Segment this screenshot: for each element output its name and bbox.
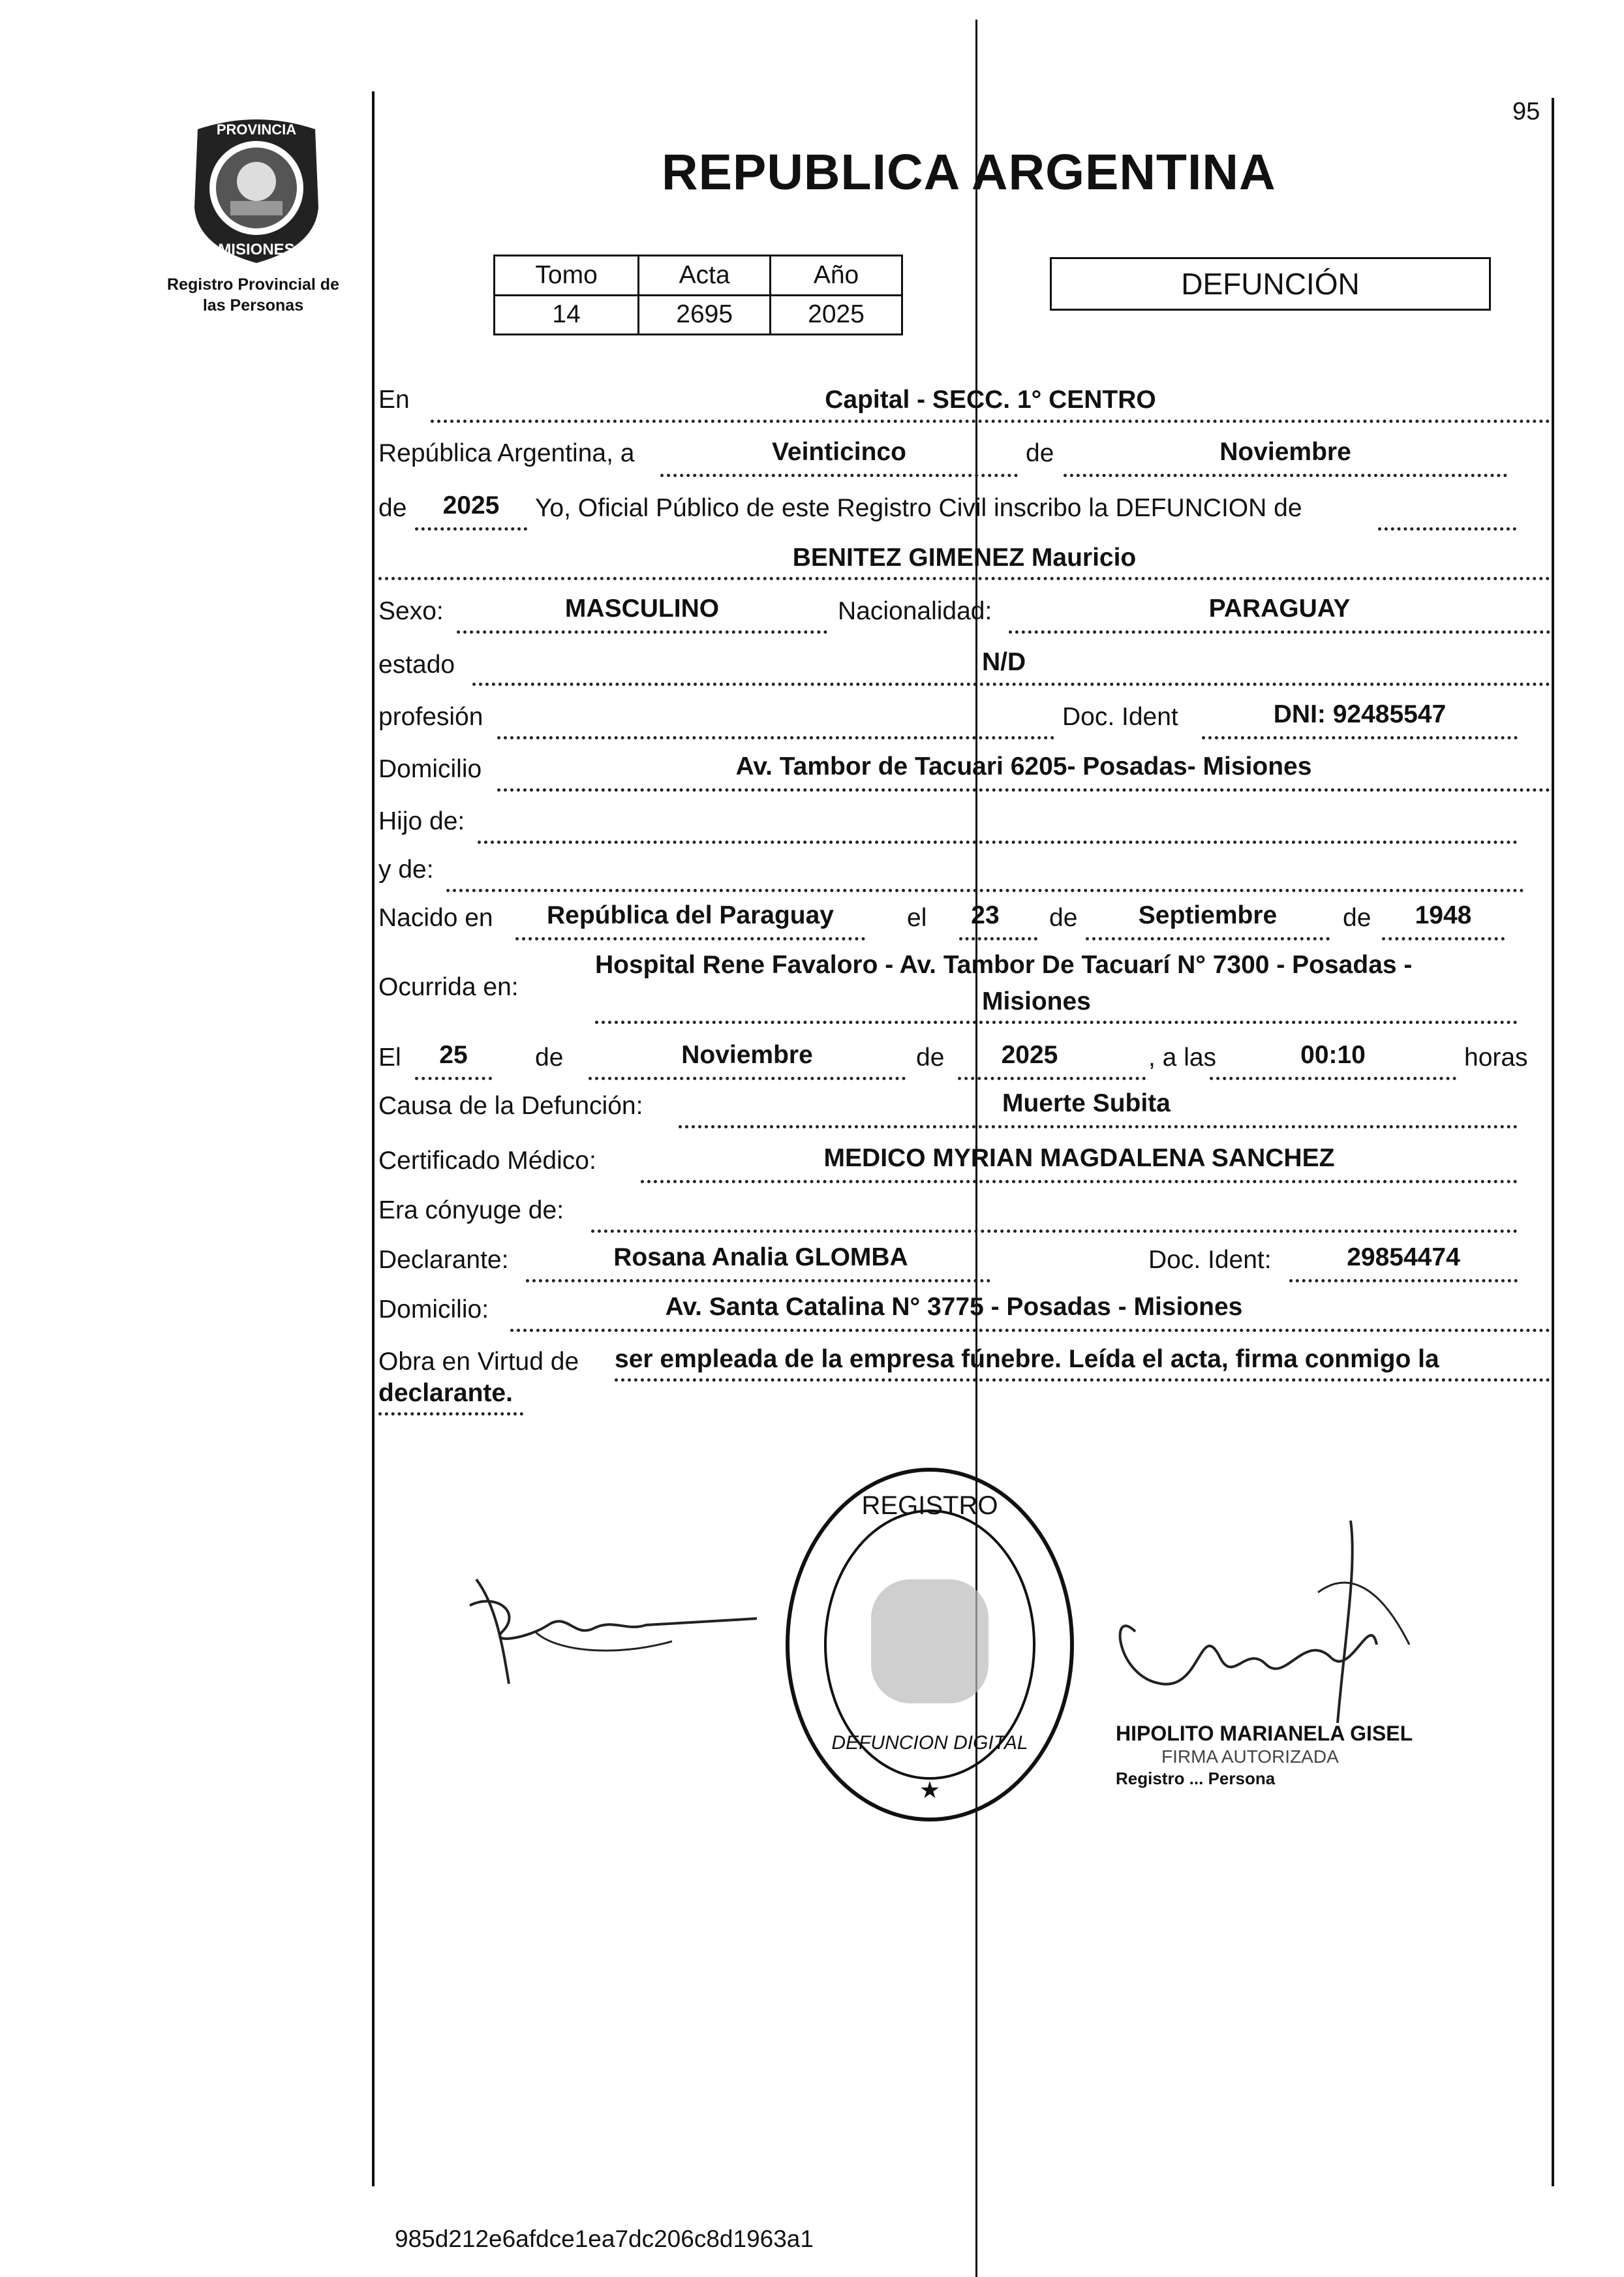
causa-label: Causa de la Defunción: [378, 1092, 643, 1120]
estado-line [472, 683, 1550, 686]
record-table [493, 255, 903, 335]
death-year-line [958, 1077, 1146, 1080]
domicilio2-value: Av. Santa Catalina N° 3775 - Posadas - Misiones [665, 1293, 1243, 1321]
nacionalidad-label: Nacionalidad: [838, 597, 992, 625]
year-line [415, 527, 527, 531]
year-value: 2025 [442, 491, 500, 519]
profesion-line [497, 736, 1054, 739]
left-margin-rule [372, 91, 375, 2186]
estado-label: estado [378, 651, 455, 679]
obra-line1-rule [615, 1378, 1550, 1382]
deceased-name: BENITEZ GIMENEZ Mauricio [792, 544, 1137, 572]
death-day-line [415, 1077, 492, 1080]
death-day-value: 25 [439, 1041, 468, 1069]
declarante-value: Rosana Analia GLOMBA [613, 1243, 908, 1271]
birth-year-line [1382, 937, 1505, 940]
declarante-signature [457, 1566, 770, 1697]
death-time-value: 00:10 [1300, 1041, 1366, 1069]
hijo-label: Hijo de: [378, 807, 465, 835]
obra-label: Obra en Virtud de [378, 1348, 579, 1376]
statement-text: Yo, Oficial Público de este Registro Civil inscribo la DEFUNCION de [535, 494, 1302, 522]
year-prefix-label: de [378, 494, 407, 522]
profesion-label: profesión [378, 703, 483, 731]
death-de-label: de [535, 1044, 564, 1072]
declarante-label: Declarante: [378, 1246, 509, 1274]
obra-line2: declarante. [378, 1379, 513, 1407]
domicilio2-line [510, 1329, 1550, 1332]
provincial-emblem [185, 110, 328, 266]
doc-ident-label: Doc. Ident [1062, 703, 1178, 731]
birth-month-line [1086, 937, 1330, 940]
domicilio-line [497, 788, 1550, 792]
day-words-value: Veinticinco [772, 438, 906, 466]
day-words-line [660, 474, 1018, 477]
birth-day-line [959, 937, 1037, 940]
right-margin-rule [1552, 98, 1554, 2186]
en-label: En [378, 386, 410, 414]
registry-name-line2: las Personas [202, 296, 304, 315]
ocurrida-line [595, 1021, 1518, 1024]
declarante-doc-value: 29854474 [1347, 1243, 1460, 1271]
svg-text:★: ★ [919, 1776, 941, 1803]
record-value-acta: 2695 [639, 295, 771, 335]
declarante-line [526, 1279, 990, 1282]
page-number: 95 [1512, 98, 1540, 125]
place-line [431, 420, 1550, 423]
document-type-box: DEFUNCIÓN [1050, 257, 1491, 311]
death-time-line [1210, 1077, 1456, 1080]
death-month-line [589, 1077, 906, 1080]
ocurrida-line1: Hospital Rene Favaloro - Av. Tambor De Tacuarí N° 7300 - Posadas - [595, 951, 1413, 979]
estado-value: N/D [982, 648, 1026, 676]
ocurrida-label: Ocurrida en: [378, 973, 519, 1001]
yde-label: y de: [378, 856, 434, 884]
domicilio2-label: Domicilio: [378, 1295, 489, 1324]
death-de2-label: de [916, 1044, 945, 1072]
certificado-value: MEDICO MYRIAN MAGDALENA SANCHEZ [823, 1144, 1335, 1172]
svg-text:PROVINCIA: PROVINCIA [216, 121, 297, 138]
birth-de-label: de [1049, 904, 1078, 932]
place-value: Capital - SECC. 1° CENTRO [825, 386, 1156, 414]
record-table-header [495, 256, 902, 296]
obra-line1: ser empleada de la empresa fúnebre. Leída el acta, firma conmigo la [615, 1345, 1439, 1373]
horas-label: horas [1464, 1044, 1528, 1072]
official-title: FIRMA AUTORIZADA [1161, 1746, 1339, 1767]
nacido-value: República del Paraguay [547, 901, 834, 929]
causa-value: Muerte Subita [1002, 1089, 1171, 1117]
month-line [1064, 474, 1507, 477]
el-label: el [907, 904, 927, 932]
page-title: REPUBLICA ARGENTINA [662, 144, 1276, 200]
certificado-line [641, 1180, 1518, 1183]
record-header-tomo: Tomo [495, 256, 639, 296]
ocurrida-line2: Misiones [982, 987, 1091, 1015]
birth-de2-label: de [1343, 904, 1371, 932]
svg-text:REGISTRO: REGISTRO [861, 1491, 998, 1520]
doc-ident-value: DNI: 92485547 [1273, 700, 1447, 728]
birth-day-value: 23 [971, 901, 1000, 929]
record-value-ano: 2025 [771, 295, 902, 335]
el2-label: El [378, 1044, 401, 1072]
registry-stamp [780, 1462, 1080, 1827]
certificado-label: Certificado Médico: [378, 1147, 596, 1175]
declarante-doc-line [1289, 1279, 1518, 1282]
statement-end-line [1378, 527, 1516, 531]
declarante-doc-label: Doc. Ident: [1148, 1246, 1272, 1274]
conyuge-label: Era cónyuge de: [378, 1196, 564, 1224]
nacido-line [515, 937, 865, 940]
deceased-name-line [378, 577, 1550, 580]
record-header-acta: Acta [639, 256, 771, 296]
registry-name [149, 274, 358, 316]
birth-month-value: Septiembre [1138, 901, 1278, 929]
death-month-value: Noviembre [681, 1041, 813, 1069]
a-las-label: , a las [1148, 1044, 1217, 1072]
causa-line [679, 1125, 1518, 1128]
nacionalidad-value: PARAGUAY [1208, 595, 1351, 623]
de-label: de [1026, 439, 1054, 467]
official-signature [1070, 1514, 1448, 1736]
domicilio-label: Domicilio [378, 755, 482, 783]
svg-text:DEFUNCION DIGITAL: DEFUNCION DIGITAL [831, 1732, 1028, 1754]
record-header-ano: Año [771, 256, 902, 296]
record-value-tomo: 14 [495, 295, 639, 335]
sexo-value: MASCULINO [564, 595, 720, 623]
record-table-values [495, 295, 902, 335]
doc-ident-line [1202, 736, 1518, 739]
nacionalidad-line [1009, 630, 1550, 634]
domicilio-value: Av. Tambor de Tacuari 6205- Posadas- Misiones [735, 752, 1312, 781]
official-name: HIPOLITO MARIANELA GISEL [1116, 1722, 1413, 1745]
conyuge-line [591, 1230, 1518, 1233]
yde-line [446, 889, 1524, 892]
svg-text:MISIONES: MISIONES [218, 241, 295, 258]
document-hash: 985d212e6afdce1ea7dc206c8d1963a1 [395, 2225, 814, 2252]
hijo-line [478, 841, 1518, 844]
nacido-label: Nacido en [378, 904, 493, 932]
registry-name-line1: Registro Provincial de [167, 275, 339, 294]
republica-label: República Argentina, a [378, 439, 635, 467]
obra-line2-rule [378, 1412, 523, 1416]
sexo-label: Sexo: [378, 597, 444, 625]
death-year-value: 2025 [1001, 1041, 1058, 1069]
official-org: Registro ... Persona [1116, 1769, 1276, 1788]
birth-year-value: 1948 [1415, 901, 1472, 929]
sexo-line [457, 630, 827, 634]
month-value: Noviembre [1219, 438, 1351, 466]
